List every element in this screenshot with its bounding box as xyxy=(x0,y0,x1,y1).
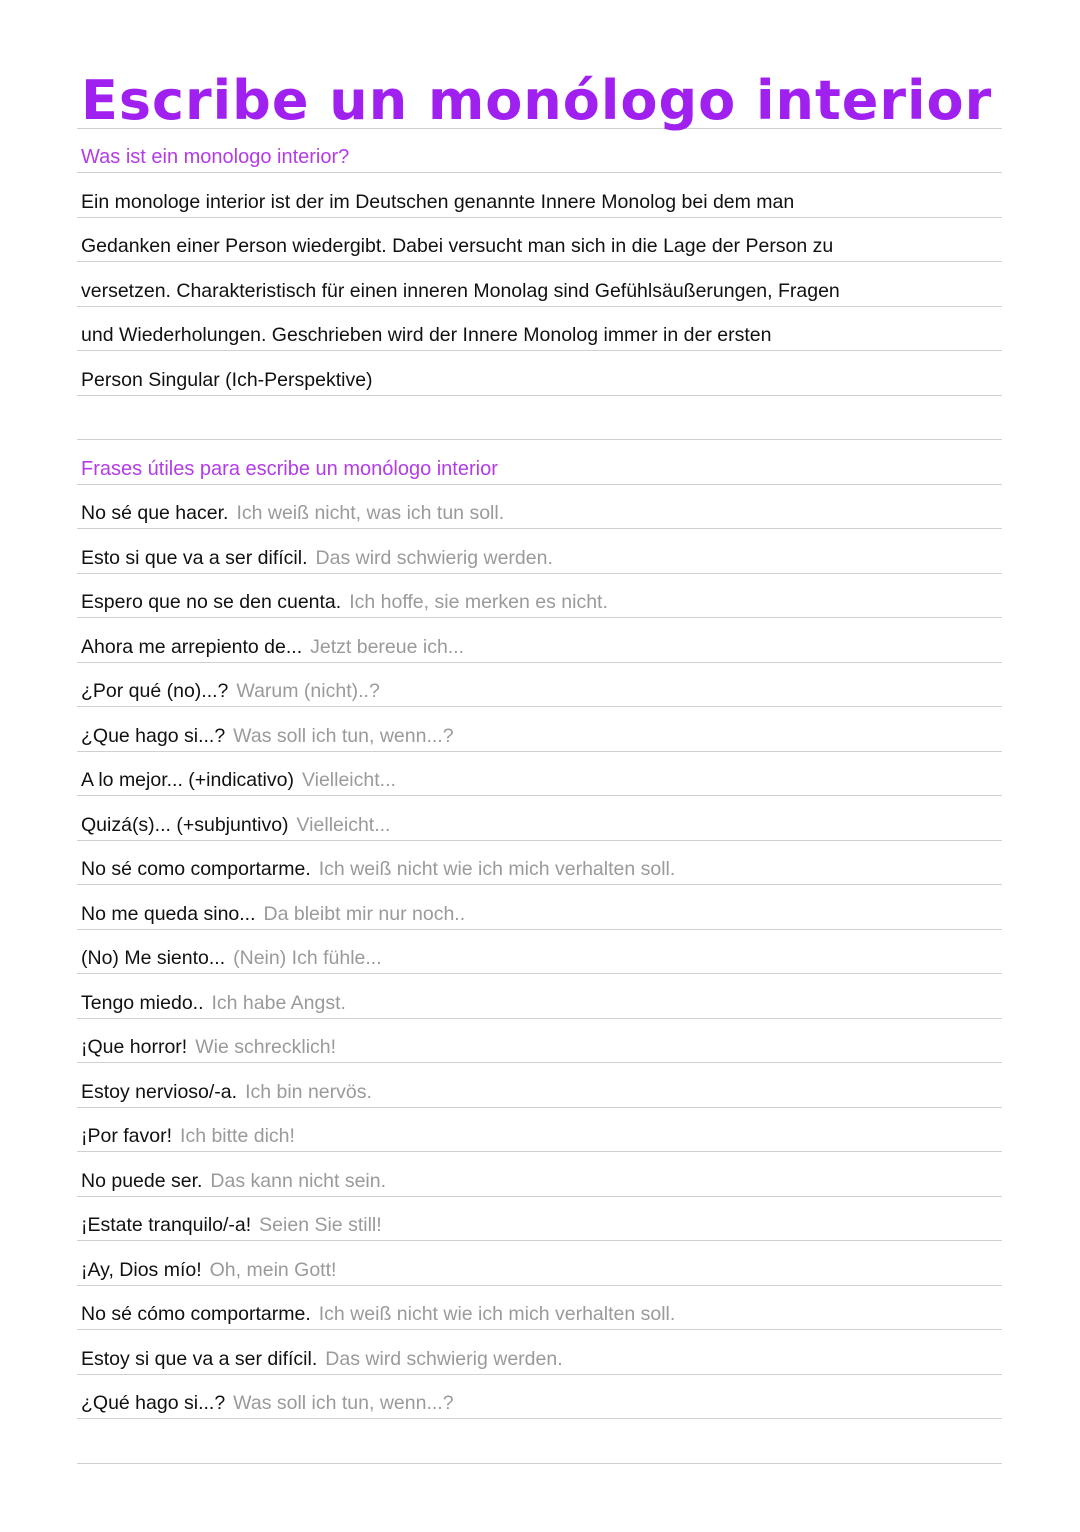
spanish-phrase: ¿Por qué (no)...? xyxy=(81,680,229,702)
german-translation: Was soll ich tun, wenn...? xyxy=(233,724,454,747)
german-translation: Ich weiß nicht, was ich tun soll. xyxy=(236,502,505,524)
german-translation: (Nein) Ich fühle... xyxy=(233,947,382,969)
spanish-phrase: Ahora me arrepiento de... xyxy=(81,635,303,658)
phrase-row xyxy=(77,841,1002,886)
empty-line xyxy=(77,396,1002,441)
german-translation: Das wird schwierig werden. xyxy=(315,546,553,569)
spanish-phrase: No me queda sino... xyxy=(81,902,256,925)
phrase-pair xyxy=(81,1125,295,1148)
phrase-pair xyxy=(81,1303,675,1326)
phrase-row xyxy=(77,663,1002,708)
paragraph-line xyxy=(77,262,1002,307)
phrase-pair xyxy=(81,992,346,1015)
german-translation: Da bleibt mir nur noch.. xyxy=(263,902,466,925)
phrase-row xyxy=(77,885,1002,930)
empty-line xyxy=(77,1419,1002,1464)
phrase-pair xyxy=(81,947,382,970)
german-translation: Ich weiß nicht wie ich mich verhalten soll. xyxy=(318,858,676,880)
phrase-pair xyxy=(81,725,454,748)
paragraph-line xyxy=(77,173,1002,218)
phrase-row xyxy=(77,1152,1002,1197)
spanish-phrase: A lo mejor... (+indicativo) xyxy=(81,769,294,791)
page-title: Escribe un monólogo interior xyxy=(81,68,993,132)
paragraph-text: Gedanken einer Person wiedergibt. Dabei versucht man sich in die Lage der Person zu xyxy=(81,235,834,257)
phrase-pair xyxy=(81,1081,372,1104)
notebook-page xyxy=(77,68,1002,1464)
phrase-row xyxy=(77,707,1002,752)
german-translation: Ich hoffe, sie merken es nicht. xyxy=(349,591,608,613)
title-row xyxy=(77,68,1002,132)
spanish-phrase: ¡Ay, Dios mío! xyxy=(81,1258,202,1281)
phrase-pair xyxy=(81,591,608,614)
paragraph-text: versetzen. Charakteristisch für einen inneren Monolag sind Gefühlsäußerungen, Fragen xyxy=(81,279,840,302)
phrase-pair xyxy=(81,858,675,881)
phrase-row xyxy=(77,1019,1002,1064)
phrase-pair xyxy=(81,502,504,525)
spanish-phrase: Tengo miedo.. xyxy=(81,991,204,1014)
phrase-row xyxy=(77,618,1002,663)
spanish-phrase: Esto si que va a ser difícil. xyxy=(81,546,308,569)
phrase-row xyxy=(77,752,1002,797)
german-translation: Jetzt bereue ich... xyxy=(310,635,465,658)
german-translation: Oh, mein Gott! xyxy=(209,1258,337,1281)
section-heading-row xyxy=(77,440,1002,485)
spanish-phrase: No sé como comportarme. xyxy=(81,858,311,880)
phrase-row xyxy=(77,1375,1002,1420)
spanish-phrase: ¡Que horror! xyxy=(81,1036,188,1058)
spanish-phrase: Estoy si que va a ser difícil. xyxy=(81,1347,318,1370)
phrase-pair xyxy=(81,814,390,837)
german-translation: Ich weiß nicht wie ich mich verhalten soll. xyxy=(318,1303,676,1325)
phrase-row xyxy=(77,574,1002,619)
phrase-pair xyxy=(81,1214,382,1237)
german-translation: Warum (nicht)..? xyxy=(236,680,380,702)
phrase-pair xyxy=(81,636,464,659)
phrase-row xyxy=(77,974,1002,1019)
phrase-pair xyxy=(81,680,380,703)
phrase-row xyxy=(77,930,1002,975)
spanish-phrase: (No) Me siento... xyxy=(81,947,226,969)
phrase-row xyxy=(77,1286,1002,1331)
spanish-phrase: ¿Que hago si...? xyxy=(81,724,226,747)
phrase-pair xyxy=(81,1348,563,1371)
phrase-row xyxy=(77,529,1002,574)
german-translation: Ich habe Angst. xyxy=(211,991,346,1014)
german-translation: Ich bitte dich! xyxy=(180,1125,295,1147)
spanish-phrase: Estoy nervioso/-a. xyxy=(81,1080,238,1103)
paragraph-line xyxy=(77,307,1002,352)
german-translation: Vielleicht... xyxy=(296,813,391,836)
german-translation: Vielleicht... xyxy=(301,769,396,791)
phrase-row xyxy=(77,1063,1002,1108)
section-heading: Was ist ein monologo interior? xyxy=(81,146,350,168)
paragraph-text: Ein monologe interior ist der im Deutschen genannte Innere Monolog bei dem man xyxy=(81,190,795,213)
phrase-pair xyxy=(81,1170,386,1193)
phrase-pair xyxy=(81,1259,336,1282)
phrase-pair xyxy=(81,1392,454,1415)
spanish-phrase: Espero que no se den cuenta. xyxy=(81,591,342,613)
section-heading: Frases útiles para escribe un monólogo interior xyxy=(81,457,498,480)
spanish-phrase: ¡Por favor! xyxy=(81,1125,173,1147)
phrase-pair xyxy=(81,769,396,792)
spanish-phrase: No sé que hacer. xyxy=(81,502,229,524)
phrase-pair xyxy=(81,547,553,570)
phrase-row xyxy=(77,796,1002,841)
spanish-phrase: ¿Qué hago si...? xyxy=(81,1392,226,1414)
phrase-row xyxy=(77,485,1002,530)
paragraph-line xyxy=(77,351,1002,396)
paragraph-line xyxy=(77,218,1002,263)
german-translation: Ich bin nervös. xyxy=(245,1080,372,1103)
german-translation: Wie schrecklich! xyxy=(195,1036,337,1058)
phrase-row xyxy=(77,1330,1002,1375)
phrase-list xyxy=(77,485,1002,1420)
paragraph-text: Person Singular (Ich-Perspektive) xyxy=(81,368,373,391)
german-translation: Was soll ich tun, wenn...? xyxy=(233,1392,454,1414)
spanish-phrase: ¡Estate tranquilo/-a! xyxy=(81,1214,252,1236)
german-translation: Das kann nicht sein. xyxy=(210,1169,387,1192)
phrase-pair xyxy=(81,1036,336,1059)
paragraph-text: und Wiederholungen. Geschrieben wird der Innere Monolog immer in der ersten xyxy=(81,324,772,346)
phrase-pair xyxy=(81,903,465,926)
phrase-row xyxy=(77,1108,1002,1153)
spanish-phrase: No sé cómo comportarme. xyxy=(81,1303,311,1325)
spanish-phrase: Quizá(s)... (+subjuntivo) xyxy=(81,813,289,836)
german-translation: Seien Sie still! xyxy=(259,1214,382,1236)
phrase-row xyxy=(77,1197,1002,1242)
section-heading-row xyxy=(77,129,1002,174)
phrase-row xyxy=(77,1241,1002,1286)
spanish-phrase: No puede ser. xyxy=(81,1169,203,1192)
german-translation: Das wird schwierig werden. xyxy=(325,1347,563,1370)
